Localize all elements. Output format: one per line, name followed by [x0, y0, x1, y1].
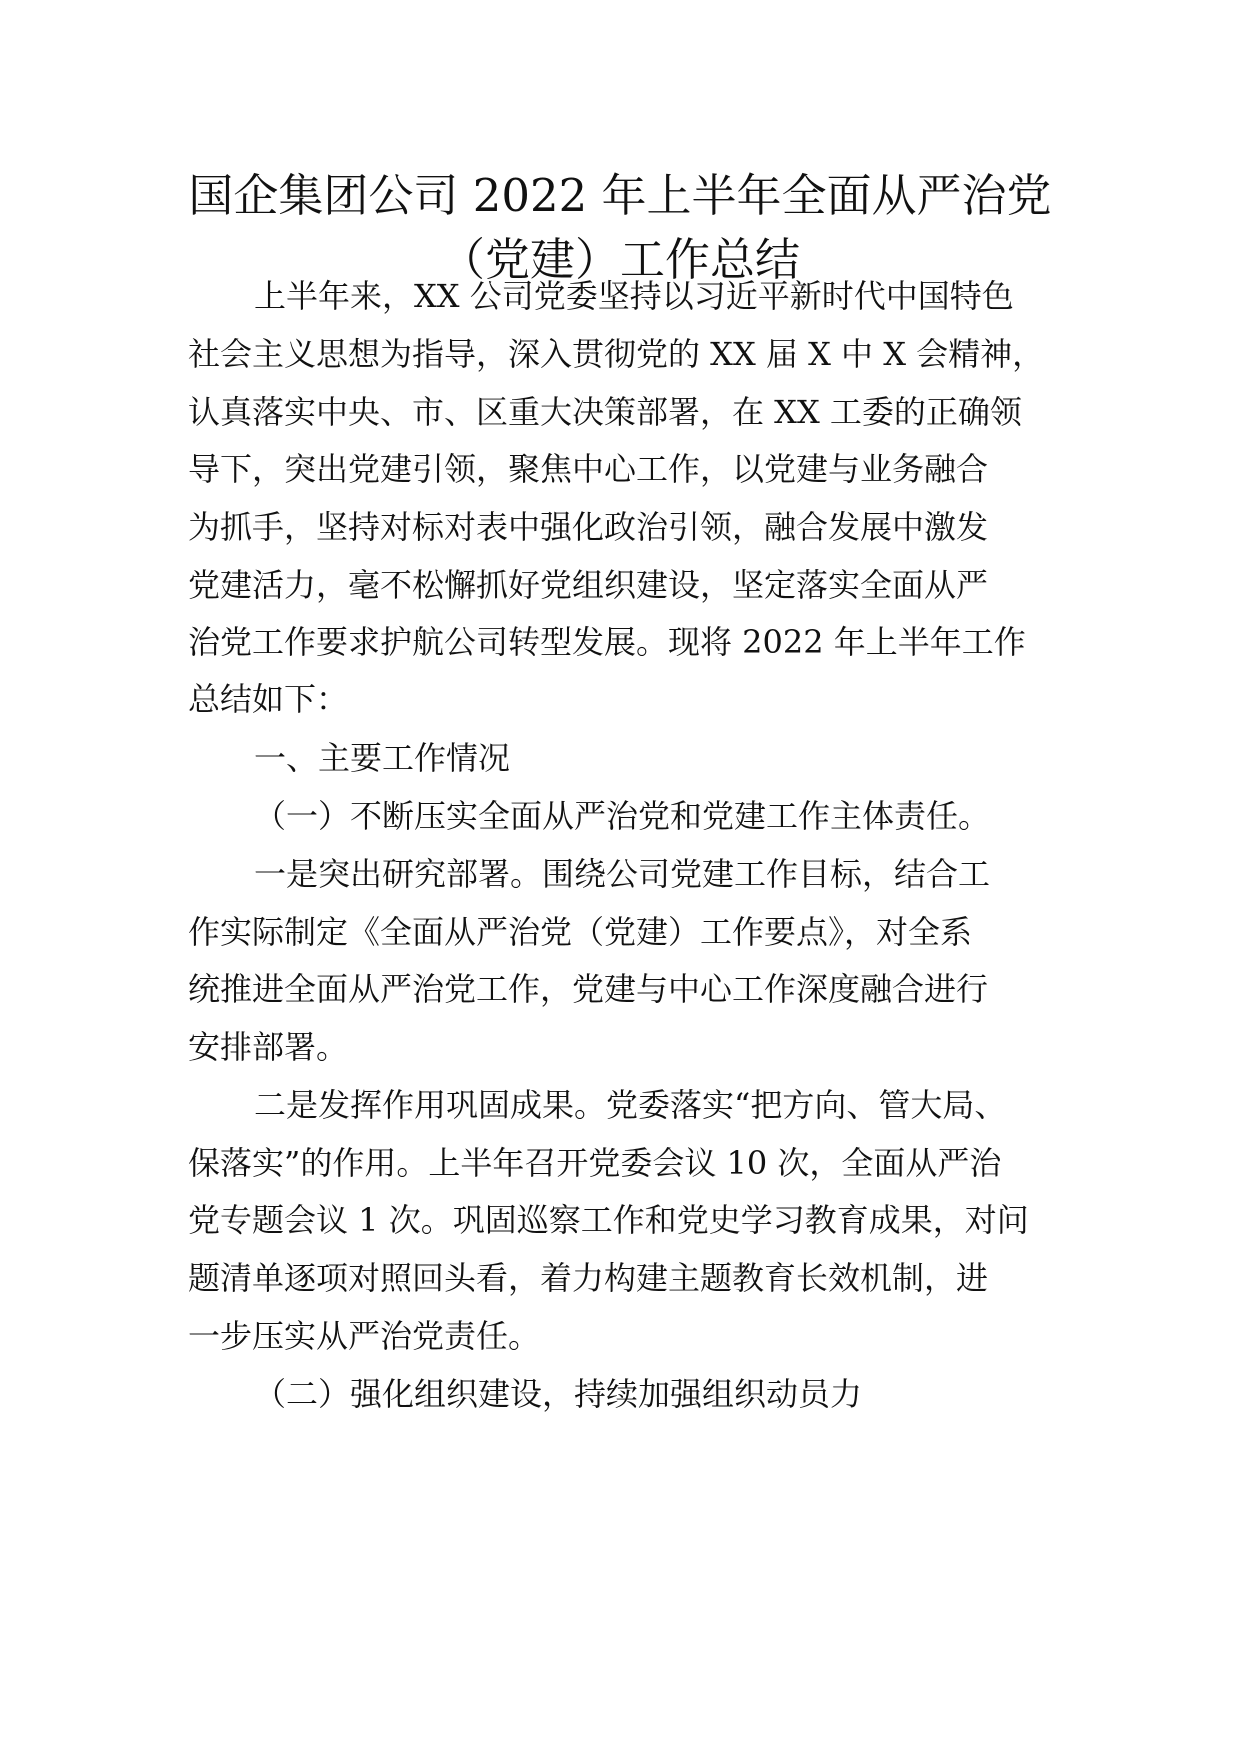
paragraph-2-line: 作实际制定《全面从严治党（党建）工作要点》，对全系	[188, 913, 973, 951]
document-title-line-1: 国企集团公司 2022 年上半年全面从严治党	[188, 169, 1052, 222]
paragraph-1-line: 治党工作要求护航公司转型发展。现将 2022 年上半年工作	[188, 623, 1026, 661]
paragraph-1-line: 社会主义思想为指导，深入贯彻党的 XX 届 X 中 X 会精神，	[188, 335, 1045, 373]
subsection-heading: （一）不断压实全面从严治党和党建工作主体责任。	[254, 797, 991, 835]
subsection-heading: （二）强化组织建设，持续加强组织动员力	[254, 1375, 863, 1413]
paragraph-1-line: 为抓手，坚持对标对表中强化政治引领，融合发展中激发	[188, 508, 989, 546]
paragraph-3-line: 二是发挥作用巩固成果。党委落实“把方向、管大局、	[254, 1086, 1007, 1124]
paragraph-1-line: 认真落实中央、市、区重大决策部署，在 XX 工委的正确领	[188, 393, 1022, 431]
paragraph-2-line: 一是突出研究部署。围绕公司党建工作目标，结合工	[254, 855, 991, 893]
paragraph-3-line: 题清单逐项对照回头看，着力构建主题教育长效机制，进	[188, 1259, 989, 1297]
paragraph-3-line: 保落实”的作用。上半年召开党委会议 10 次，全面从严治	[188, 1144, 1002, 1182]
paragraph-1-line: 导下，突出党建引领，聚焦中心工作，以党建与业务融合	[188, 450, 989, 488]
paragraph-1-line: 党建活力，毫不松懈抓好党组织建设，坚定落实全面从严	[188, 566, 989, 604]
document-title-line-2: （党建）工作总结	[439, 233, 800, 286]
paragraph-2-line: 安排部署。	[188, 1028, 349, 1066]
paragraph-2-line: 统推进全面从严治党工作，党建与中心工作深度融合进行	[188, 970, 989, 1008]
paragraph-1-line: 上半年来，XX 公司党委坚持以习近平新时代中国特色	[254, 277, 1014, 315]
paragraph-3-line: 一步压实从严治党责任。	[188, 1317, 541, 1355]
section-heading: 一、主要工作情况	[254, 739, 511, 777]
paragraph-3-line: 党专题会议 1 次。巩固巡察工作和党史学习教育成果，对问	[188, 1201, 1029, 1239]
paragraph-1-line: 总结如下：	[188, 680, 349, 718]
